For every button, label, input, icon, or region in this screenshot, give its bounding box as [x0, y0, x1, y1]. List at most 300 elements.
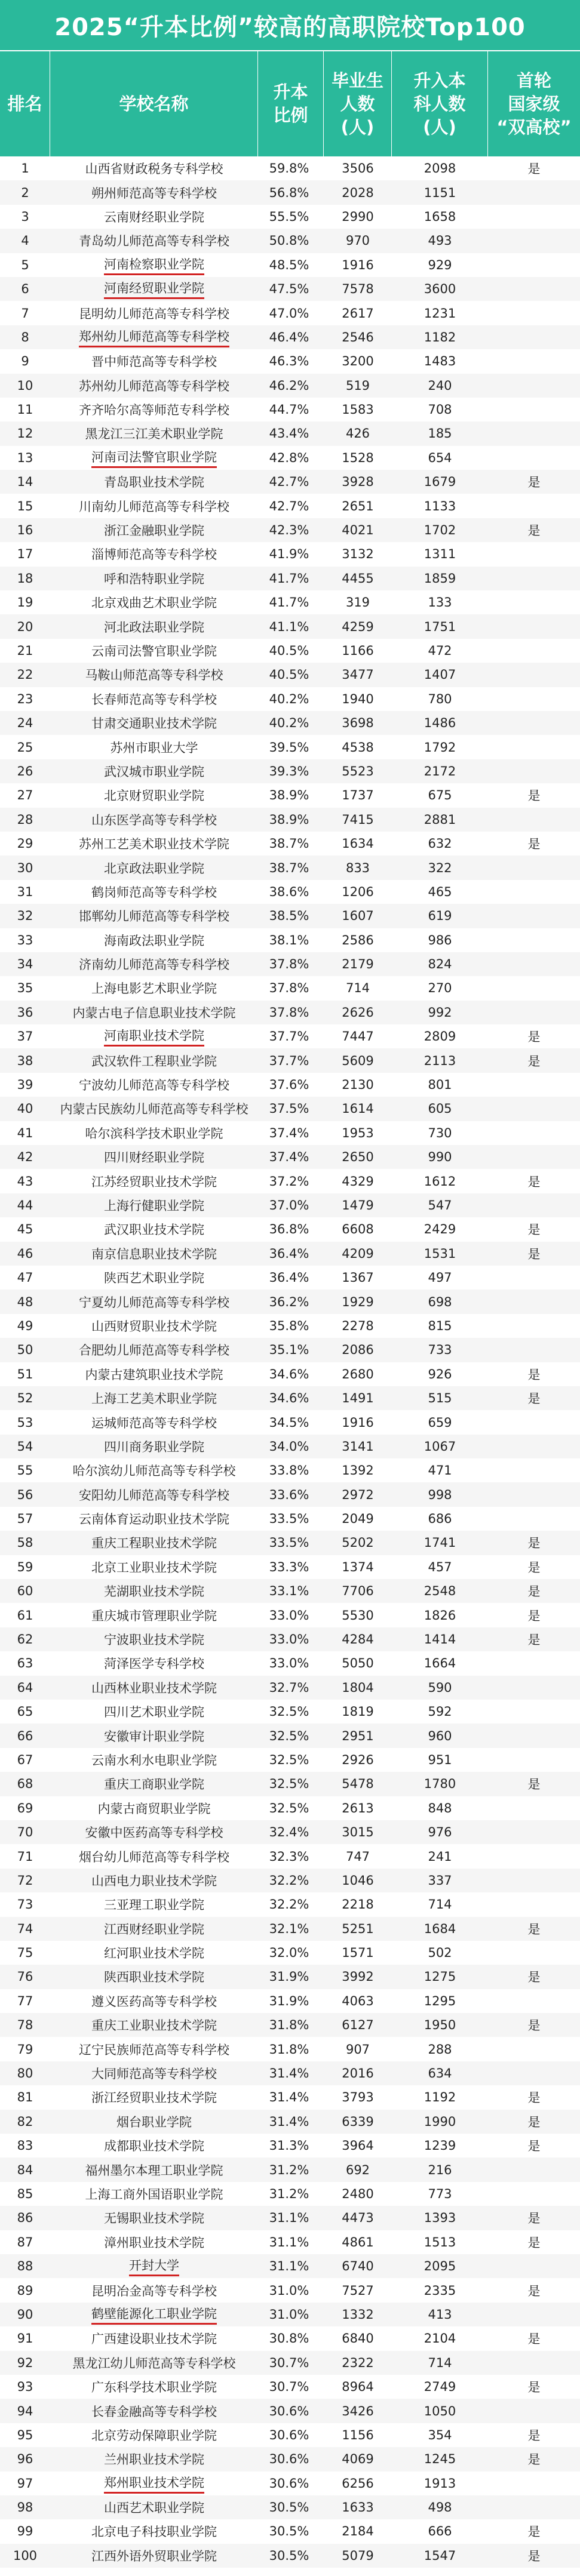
upgraded-cell	[392, 349, 488, 373]
rank-cell-text: 45	[17, 1222, 33, 1237]
upgraded-cell	[392, 952, 488, 976]
header-ratio: 升本 比例	[258, 51, 324, 156]
ratio-cell	[258, 2447, 324, 2471]
table-row	[0, 1700, 580, 1724]
ratio-cell-text: 30.7%	[269, 2355, 309, 2370]
ratio-cell	[258, 180, 324, 204]
rank-cell-text: 65	[17, 1704, 33, 1719]
upgraded-cell	[392, 1048, 488, 1072]
rank-cell	[0, 1362, 50, 1386]
double-high-cell	[488, 1024, 580, 1048]
school-name-cell	[50, 832, 258, 855]
school-name-cell-text: 马鞍山师范高等专科学校	[85, 668, 223, 683]
double-high-cell-text: 是	[527, 1633, 541, 1648]
double-high-cell	[488, 687, 580, 711]
ratio-cell-text: 31.4%	[269, 2066, 309, 2081]
double-high-cell	[488, 1676, 580, 1700]
double-high-cell-text: 是	[527, 1584, 541, 1599]
upgraded-cell-text: 1245	[424, 2452, 456, 2467]
table-row	[0, 277, 580, 301]
ratio-cell	[258, 2085, 324, 2109]
school-name-cell	[50, 325, 258, 349]
upgraded-cell	[392, 518, 488, 542]
ratio-cell	[258, 374, 324, 398]
school-name-cell	[50, 1772, 258, 1796]
graduates-cell	[324, 1772, 392, 1796]
table-row	[0, 2085, 580, 2109]
school-name-cell	[50, 2013, 258, 2037]
school-name-cell	[50, 1748, 258, 1772]
double-high-cell	[488, 1627, 580, 1651]
table-row	[0, 1289, 580, 1313]
upgraded-cell	[392, 1024, 488, 1048]
ratio-cell-text: 47.0%	[269, 306, 309, 321]
upgraded-cell-text: 986	[428, 932, 452, 947]
ratio-cell-text: 31.0%	[269, 2307, 309, 2322]
graduates-cell-text: 1156	[342, 2427, 374, 2442]
school-name-cell	[50, 2182, 258, 2206]
graduates-cell	[324, 2254, 392, 2278]
ratio-cell	[258, 1651, 324, 1675]
graduates-cell-text: 2184	[342, 2524, 374, 2539]
school-name-cell-text: 齐齐哈尔高等师范专科学校	[79, 403, 229, 418]
graduates-cell-text: 2179	[342, 957, 374, 972]
school-name-cell	[50, 590, 258, 614]
school-name-cell-text: 北京政法职业学院	[104, 861, 204, 876]
table-row	[0, 2375, 580, 2399]
double-high-cell	[488, 2110, 580, 2134]
double-high-cell	[488, 1314, 580, 1338]
ratio-cell-text: 32.2%	[269, 1873, 309, 1888]
rank-cell-text: 40	[17, 1101, 33, 1116]
table-row	[0, 1651, 580, 1675]
school-name-cell	[50, 1579, 258, 1603]
school-name-cell-text: 大同师范高等专科学校	[91, 2067, 217, 2082]
rank-cell	[0, 2013, 50, 2037]
double-high-cell-text: 是	[527, 2211, 541, 2226]
double-high-cell	[488, 1748, 580, 1772]
table-row	[0, 398, 580, 421]
double-high-cell	[488, 374, 580, 398]
ratio-cell	[258, 1531, 324, 1555]
ratio-cell-text: 36.4%	[269, 1270, 309, 1285]
double-high-cell-text: 是	[527, 789, 541, 804]
ratio-cell-text: 56.8%	[269, 185, 309, 200]
upgraded-cell	[392, 446, 488, 470]
upgraded-cell-text: 929	[428, 257, 452, 272]
table-row	[0, 1121, 580, 1145]
upgraded-cell	[392, 542, 488, 566]
graduates-cell	[324, 1266, 392, 1289]
ratio-cell	[258, 2110, 324, 2134]
graduates-cell-text: 6840	[342, 2331, 374, 2346]
double-high-cell-text: 是	[527, 2452, 541, 2467]
upgraded-cell	[392, 1989, 488, 2013]
upgraded-cell-text: 634	[428, 2066, 452, 2081]
ratio-cell	[258, 1820, 324, 1844]
graduates-cell	[324, 349, 392, 373]
ratio-cell	[258, 2375, 324, 2399]
school-name-cell-text: 红河职业技术学院	[104, 1946, 204, 1961]
upgraded-cell	[392, 1121, 488, 1145]
rank-cell	[0, 2134, 50, 2158]
school-name-cell-text: 山东医学高等专科学校	[91, 812, 217, 827]
graduates-cell-text: 1804	[342, 1680, 374, 1695]
rank-cell-text: 27	[17, 788, 33, 803]
ratio-cell-text: 31.4%	[269, 2090, 309, 2105]
upgraded-cell	[392, 2182, 488, 2206]
graduates-cell	[324, 832, 392, 855]
rank-cell-text: 61	[17, 1608, 33, 1623]
rank-cell-text: 76	[17, 1969, 33, 1984]
header-school-name: 学校名称	[50, 51, 258, 156]
upgraded-cell-text: 1295	[424, 1993, 456, 2008]
table-row	[0, 349, 580, 373]
upgraded-cell	[392, 1772, 488, 1796]
graduates-cell-text: 3964	[342, 2138, 374, 2153]
ratio-cell	[258, 1796, 324, 1820]
table-row	[0, 2134, 580, 2158]
graduates-cell	[324, 2206, 392, 2230]
rank-cell-text: 86	[17, 2211, 33, 2226]
graduates-cell	[324, 1892, 392, 1916]
double-high-cell	[488, 2230, 580, 2254]
rank-cell	[0, 1121, 50, 1145]
rank-cell	[0, 1001, 50, 1024]
table-row	[0, 759, 580, 783]
ratio-cell-text: 32.2%	[269, 1897, 309, 1912]
ratio-cell-text: 34.0%	[269, 1439, 309, 1454]
rank-cell-text: 99	[17, 2524, 33, 2539]
table-row	[0, 2278, 580, 2302]
school-name-cell-text: 山西林业职业技术学院	[91, 1681, 217, 1695]
school-name-cell-text: 邯郸幼儿师范高等专科学校	[79, 909, 229, 924]
school-name-cell-text: 上海电影艺术职业学院	[91, 981, 217, 996]
rank-cell	[0, 1507, 50, 1531]
graduates-cell	[324, 1362, 392, 1386]
upgraded-cell	[392, 855, 488, 879]
graduates-cell	[324, 156, 392, 180]
ratio-cell	[258, 253, 324, 277]
ratio-cell	[258, 349, 324, 373]
graduates-cell-text: 833	[345, 860, 370, 875]
ratio-cell	[258, 1314, 324, 1338]
upgraded-cell	[392, 301, 488, 325]
upgraded-cell-text: 675	[428, 788, 452, 803]
upgraded-cell-text: 976	[428, 1825, 452, 1840]
upgraded-cell-text: 960	[428, 1728, 452, 1743]
rank-cell-text: 71	[17, 1849, 33, 1864]
graduates-cell-text: 3426	[342, 2403, 374, 2418]
ratio-cell-text: 30.6%	[269, 2476, 309, 2491]
ratio-cell-text: 32.5%	[269, 1801, 309, 1815]
graduates-cell-text: 1571	[342, 1946, 374, 1961]
upgraded-cell	[392, 2254, 488, 2278]
double-high-cell-text: 是	[527, 524, 541, 538]
upgraded-cell	[392, 2326, 488, 2350]
school-name-cell	[50, 880, 258, 904]
ratio-cell	[258, 1941, 324, 1965]
upgraded-cell-text: 1990	[424, 2114, 456, 2129]
upgraded-cell	[392, 2230, 488, 2254]
school-name-cell	[50, 1627, 258, 1651]
ratio-cell	[258, 1362, 324, 1386]
ratio-cell	[258, 1869, 324, 1892]
ratio-cell	[258, 518, 324, 542]
rank-cell	[0, 2254, 50, 2278]
table-row	[0, 1772, 580, 1796]
upgraded-cell-text: 780	[428, 691, 452, 706]
rank-cell	[0, 2182, 50, 2206]
upgraded-cell-text: 322	[428, 860, 452, 875]
ratio-cell-text: 44.7%	[269, 402, 309, 417]
ratio-cell	[258, 1917, 324, 1941]
double-high-cell-text: 是	[527, 1777, 541, 1792]
ratio-cell	[258, 976, 324, 1000]
graduates-cell-text: 4021	[342, 523, 374, 538]
double-high-cell	[488, 1531, 580, 1555]
double-high-cell	[488, 2351, 580, 2375]
graduates-cell-text: 4455	[342, 571, 374, 586]
rank-cell	[0, 2085, 50, 2109]
double-high-cell-text: 是	[527, 1392, 541, 1407]
upgraded-cell-text: 714	[428, 2355, 452, 2370]
graduates-cell	[324, 1145, 392, 1169]
rank-cell-text: 59	[17, 1559, 33, 1574]
table-row	[0, 2061, 580, 2085]
graduates-cell-text: 2278	[342, 1318, 374, 1333]
double-high-cell-text: 是	[527, 1030, 541, 1045]
double-high-cell	[488, 1121, 580, 1145]
table-row	[0, 928, 580, 952]
rank-cell-text: 51	[17, 1367, 33, 1381]
ratio-cell	[258, 1603, 324, 1627]
double-high-cell	[488, 590, 580, 614]
upgraded-cell-text: 1780	[424, 1777, 456, 1792]
graduates-cell	[324, 1386, 392, 1410]
school-name-cell	[50, 1917, 258, 1941]
graduates-cell-text: 2086	[342, 1343, 374, 1358]
graduates-cell-text: 6256	[342, 2476, 374, 2491]
rank-cell	[0, 398, 50, 421]
school-name-cell	[50, 2061, 258, 2085]
rank-cell	[0, 1676, 50, 1700]
table-row	[0, 470, 580, 494]
rank-cell-text: 44	[17, 1198, 33, 1212]
double-high-cell	[488, 253, 580, 277]
upgraded-cell-text: 515	[428, 1391, 452, 1406]
upgraded-cell	[392, 1289, 488, 1313]
ratio-cell-text: 38.9%	[269, 812, 309, 827]
school-name-cell	[50, 1844, 258, 1868]
rank-cell-text: 25	[17, 740, 33, 755]
graduates-cell-text: 4538	[342, 740, 374, 755]
ratio-cell-text: 40.5%	[269, 667, 309, 682]
rank-cell-text: 15	[17, 498, 33, 513]
rank-cell	[0, 2472, 50, 2495]
school-name-cell-text: 鹤壁能源化工职业学院	[91, 2304, 217, 2325]
graduates-cell	[324, 1531, 392, 1555]
school-name-cell	[50, 2254, 258, 2278]
school-name-cell-text: 青岛幼儿师范高等专科学校	[79, 234, 229, 249]
table-row	[0, 494, 580, 518]
school-name-cell	[50, 2399, 258, 2423]
upgraded-cell	[392, 1531, 488, 1555]
rank-cell	[0, 1700, 50, 1724]
rank-cell	[0, 2230, 50, 2254]
school-name-cell	[50, 494, 258, 518]
double-high-cell	[488, 156, 580, 180]
table-row	[0, 735, 580, 759]
upgraded-cell-text: 590	[428, 1680, 452, 1695]
double-high-cell	[488, 1965, 580, 1989]
rank-cell	[0, 639, 50, 663]
graduates-cell-text: 7527	[342, 2283, 374, 2298]
table-row	[0, 1724, 580, 1747]
double-high-cell	[488, 1386, 580, 1410]
upgraded-cell-text: 708	[428, 402, 452, 417]
upgraded-cell	[392, 2375, 488, 2399]
upgraded-cell-text: 1393	[424, 2211, 456, 2226]
graduates-cell-text: 4069	[342, 2452, 374, 2467]
graduates-cell	[324, 1965, 392, 1989]
school-name-cell-text: 河北政法职业学院	[104, 620, 204, 635]
upgraded-cell-text: 632	[428, 836, 452, 851]
school-name-cell-text: 哈尔滨科学技术职业学院	[85, 1126, 223, 1141]
double-high-cell	[488, 542, 580, 566]
rank-cell	[0, 952, 50, 976]
table-row	[0, 2472, 580, 2495]
graduates-cell-text: 6339	[342, 2114, 374, 2129]
ratio-cell	[258, 2061, 324, 2085]
double-high-cell	[488, 808, 580, 832]
school-name-cell-text: 苏州市职业大学	[110, 740, 198, 755]
upgraded-cell	[392, 567, 488, 590]
rank-cell-text: 92	[17, 2355, 33, 2370]
school-name-cell-text: 北京财贸职业学院	[104, 789, 204, 804]
rank-cell-text: 41	[17, 1125, 33, 1140]
page-title: 2025“升本比例”较高的高职院校Top100	[0, 0, 580, 50]
upgraded-cell	[392, 1941, 488, 1965]
double-high-cell-text: 是	[527, 1223, 541, 1238]
ratio-cell-text: 37.6%	[269, 1078, 309, 1092]
table-row	[0, 1048, 580, 1072]
upgraded-cell	[392, 1266, 488, 1289]
graduates-cell-text: 4861	[342, 2235, 374, 2249]
upgraded-cell	[392, 1869, 488, 1892]
double-high-cell	[488, 1941, 580, 1965]
ratio-cell	[258, 1193, 324, 1217]
school-name-cell	[50, 2158, 258, 2181]
upgraded-cell	[392, 494, 488, 518]
school-name-cell	[50, 783, 258, 807]
double-high-cell	[488, 2519, 580, 2543]
school-name-cell-text: 兰州职业技术学院	[104, 2452, 204, 2467]
graduates-cell	[324, 2278, 392, 2302]
upgraded-cell-text: 1612	[424, 1174, 456, 1189]
upgraded-cell-text: 926	[428, 1367, 452, 1381]
upgraded-cell	[392, 2447, 488, 2471]
school-name-cell	[50, 1362, 258, 1386]
double-high-cell-text: 是	[527, 2018, 541, 2033]
rank-cell-text: 83	[17, 2138, 33, 2153]
rank-cell	[0, 2110, 50, 2134]
graduates-cell	[324, 1676, 392, 1700]
graduates-cell	[324, 1458, 392, 1482]
school-name-cell-text: 上海工艺美术职业学院	[91, 1392, 217, 1407]
double-high-cell	[488, 2158, 580, 2181]
rank-cell	[0, 1748, 50, 1772]
upgraded-cell-text: 951	[428, 1752, 452, 1767]
rank-cell-text: 53	[17, 1415, 33, 1430]
school-name-cell	[50, 1193, 258, 1217]
ratio-cell	[258, 639, 324, 663]
rank-cell	[0, 518, 50, 542]
ratio-cell	[258, 1121, 324, 1145]
ratio-cell-text: 38.6%	[269, 884, 309, 899]
upgraded-cell-text: 659	[428, 1415, 452, 1430]
school-name-cell	[50, 1458, 258, 1482]
rank-cell	[0, 301, 50, 325]
double-high-cell	[488, 2278, 580, 2302]
graduates-cell	[324, 518, 392, 542]
upgraded-cell	[392, 1627, 488, 1651]
rank-cell	[0, 1024, 50, 1048]
rank-cell	[0, 421, 50, 445]
table-row	[0, 1314, 580, 1338]
table-row	[0, 1989, 580, 2013]
double-high-cell	[488, 1989, 580, 2013]
graduates-cell-text: 1916	[342, 1415, 374, 1430]
table-row	[0, 639, 580, 663]
upgraded-cell-text: 605	[428, 1101, 452, 1116]
graduates-cell-text: 1614	[342, 1101, 374, 1116]
ratio-cell	[258, 687, 324, 711]
rank-cell-text: 85	[17, 2187, 33, 2201]
ratio-cell-text: 47.5%	[269, 282, 309, 297]
graduates-cell	[324, 421, 392, 445]
rank-cell	[0, 1603, 50, 1627]
ratio-cell	[258, 2519, 324, 2543]
upgraded-cell-text: 1826	[424, 1608, 456, 1623]
graduates-cell-text: 2972	[342, 1487, 374, 1502]
school-name-cell	[50, 1048, 258, 1072]
school-name-cell	[50, 446, 258, 470]
upgraded-cell-text: 815	[428, 1318, 452, 1333]
school-name-cell	[50, 398, 258, 421]
school-name-cell	[50, 687, 258, 711]
table-row	[0, 2519, 580, 2543]
school-name-cell	[50, 567, 258, 590]
rank-cell-text: 30	[17, 860, 33, 875]
ratio-cell-text: 35.8%	[269, 1318, 309, 1333]
graduates-cell	[324, 1869, 392, 1892]
ratio-cell-text: 38.1%	[269, 932, 309, 947]
ratio-cell-text: 48.5%	[269, 257, 309, 272]
rank-cell	[0, 2423, 50, 2447]
rank-cell-text: 77	[17, 1993, 33, 2008]
table-row	[0, 1627, 580, 1651]
upgraded-cell	[392, 180, 488, 204]
ratio-cell-text: 30.5%	[269, 2500, 309, 2515]
graduates-cell	[324, 1724, 392, 1747]
ratio-cell	[258, 880, 324, 904]
rank-cell-text: 12	[17, 426, 33, 441]
upgraded-cell-text: 714	[428, 1897, 452, 1912]
rank-cell	[0, 614, 50, 638]
header-graduates: 毕业生 人数 (人)	[324, 51, 392, 156]
upgraded-cell	[392, 639, 488, 663]
